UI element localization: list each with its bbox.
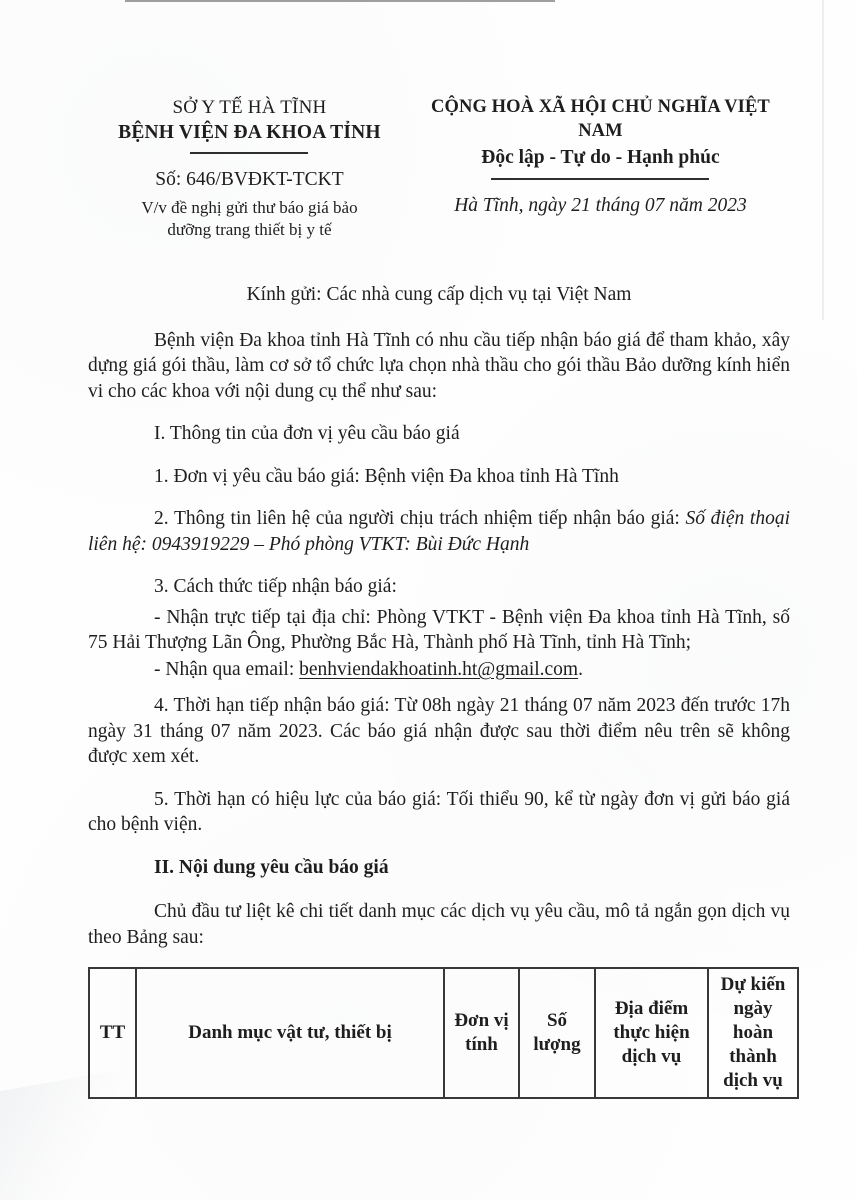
item3-direct-address: - Nhận trực tiếp tại địa chỉ: Phòng VTKT - Bệnh viện Đa khoa tỉnh Hà Tĩnh, số 75 Hải Thượng Lãn Ông, Phường Bắc Hà, Thành phố Hà Tĩnh, tỉnh Hà Tĩnh; (88, 606, 790, 653)
col-header-danh-muc: Danh mục vật tư, thiết bị (136, 968, 444, 1098)
place-and-date: Hà Tĩnh, ngày 21 tháng 07 năm 2023 (454, 195, 747, 216)
section1-item4: 4. Thời hạn tiếp nhận báo giá: Từ 08h ngày 21 tháng 07 năm 2023 đến trước 17h ngày 31 tháng 07 năm 2023. Các báo giá nhận được sau thời điểm nêu trên sẽ không được xem xét. (88, 695, 790, 767)
section1-item3: 3. Cách thức tiếp nhận báo giá: (154, 576, 397, 597)
col-header-don-vi-tinh: Đơn vị tính (444, 968, 519, 1098)
email-label: - Nhận qua email: (154, 658, 300, 680)
section1-heading: I. Thông tin của đơn vị yêu cầu báo giá (154, 423, 460, 444)
section1-item2 (88, 506, 790, 557)
parent-org-name: SỞ Y TẾ HÀ TĨNH (172, 97, 327, 118)
table-header-row (89, 968, 798, 1098)
col-header-dia-diem: Địa điểm thực hiện dịch vụ (595, 968, 708, 1098)
item2-contact-info: Số điện thoại liên hệ: 0943919229 – Phó phòng VTKT: Bùi Đức Hạnh (88, 508, 790, 555)
org-underline-rule (190, 152, 308, 154)
section2-intro: Chủ đầu tư liệt kê chi tiết danh mục các dịch vụ yêu cầu, mô tả ngắn gọn dịch vụ theo Bảng sau: (88, 901, 790, 948)
item2-text: 2. Thông tin liên hệ của người chịu trách nhiệm tiếp nhận báo giá: (154, 508, 686, 529)
item3-email-line (88, 657, 790, 683)
section2-heading: II. Nội dung yêu cầu báo giá (154, 856, 389, 878)
document-subject: V/v đề nghị gửi thư báo giá bảo dưỡng trang thiết bị y tế (141, 198, 358, 239)
col-header-so-luong: Số lượng (519, 968, 595, 1098)
national-header-block (411, 95, 790, 240)
motto-underline-rule (491, 178, 709, 180)
org-name: BỆNH VIỆN ĐA KHOA TỈNH (118, 122, 381, 143)
issuing-org-block (88, 95, 411, 240)
service-request-table (88, 967, 799, 1099)
letterhead (88, 95, 790, 240)
letter-body (88, 282, 790, 1099)
col-header-tt: TT (89, 968, 136, 1098)
section1-item5: 5. Thời hạn có hiệu lực của báo giá: Tối thiểu 90, kể từ ngày đơn vị gửi báo giá cho bệnh viện. (88, 788, 790, 835)
national-title: CỘNG HOÀ XÃ HỘI CHỦ NGHĨA VIỆT NAM (431, 97, 770, 141)
document-number: Số: 646/BVĐKT-TCKT (155, 169, 344, 190)
email-period: . (578, 658, 583, 680)
email-link[interactable]: benhviendakhoatinh.ht@gmail.com (299, 658, 579, 680)
section1-item1: 1. Đơn vị yêu cầu báo giá: Bệnh viện Đa khoa tỉnh Hà Tĩnh (154, 465, 619, 487)
national-motto: Độc lập - Tự do - Hạnh phúc (481, 147, 720, 168)
intro-paragraph: Bệnh viện Đa khoa tỉnh Hà Tĩnh có nhu cầu tiếp nhận báo giá để tham khảo, xây dựng giá gói thầu, làm cơ sở tổ chức lựa chọn nhà thầu cho gói thầu Bảo dưỡng kính hiển vi cho các khoa với nội dung cụ thể như sau: (88, 329, 790, 402)
salutation: Kính gửi: Các nhà cung cấp dịch vụ tại Việt Nam (246, 284, 632, 305)
col-header-du-kien: Dự kiến ngày hoàn thành dịch vụ (708, 968, 798, 1098)
